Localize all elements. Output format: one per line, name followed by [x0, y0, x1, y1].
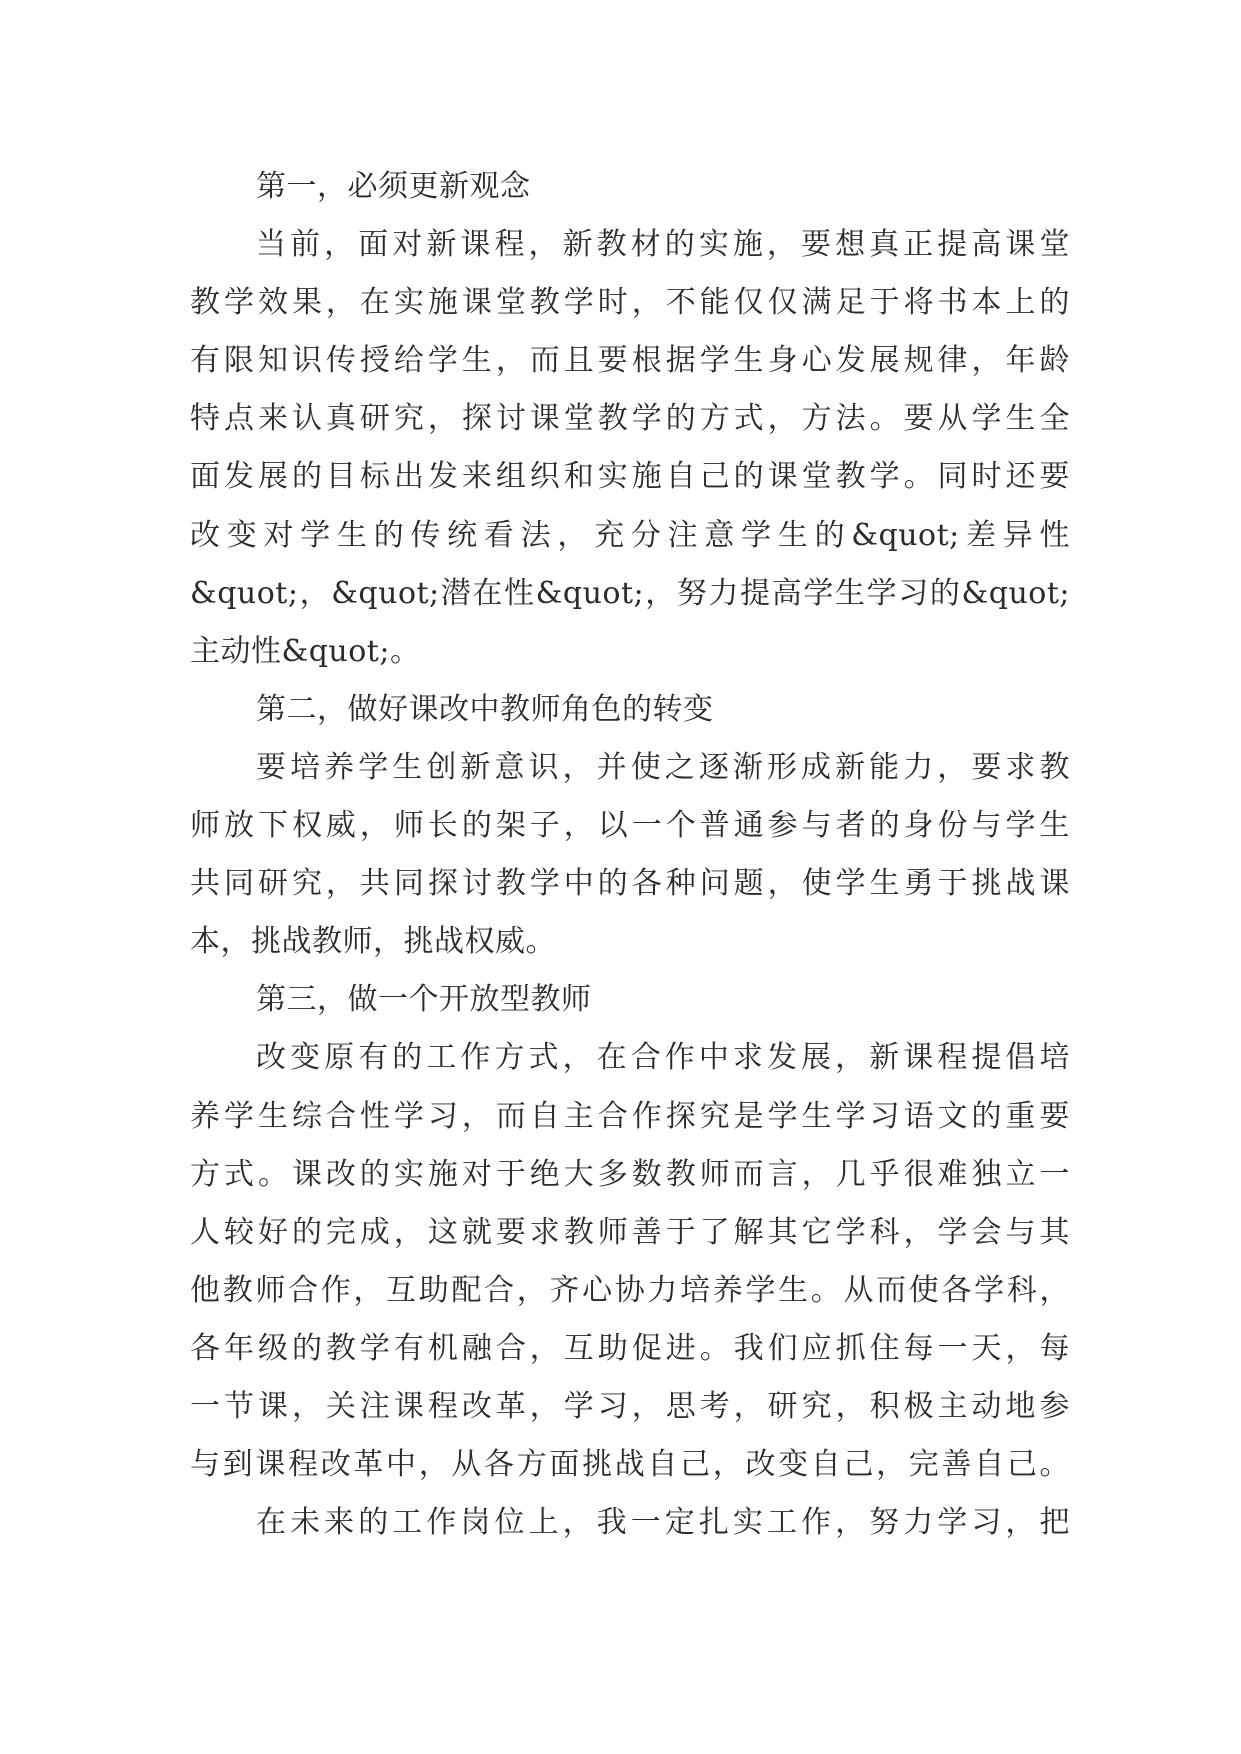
text-line: 有限知识传授给学生，而且要根据学生身心发展规律，年龄: [190, 343, 1070, 379]
text-line: 一节课，关注课程改革，学习，思考，研究，积极主动地参: [190, 1388, 1070, 1424]
document-body: [190, 158, 1070, 1552]
text-line: 方式。课改的实施对于绝大多数教师而言，几乎很难独立一: [190, 1156, 1070, 1192]
text-line: 改变原有的工作方式，在合作中求发展，新课程提倡培: [256, 1040, 1070, 1076]
text-line: 当前，面对新课程，新教材的实施，要想真正提高课堂: [256, 227, 1070, 263]
text-line: 改变对学生的传统看法，充分注意学生的&quot;差异性: [190, 517, 1070, 553]
text-line: 特点来认真研究，探讨课堂教学的方式，方法。要从学生全: [190, 401, 1070, 437]
text-line: 第三，做一个开放型教师: [256, 982, 592, 1018]
text-line: 主动性&quot;。: [190, 633, 421, 669]
text-line: 教学效果，在实施课堂教学时，不能仅仅满足于将书本上的: [190, 285, 1070, 321]
text-line: &quot;，&quot;潜在性&quot;，努力提高学生学习的&quot;: [190, 575, 1070, 611]
text-line: 人较好的完成，这就要求教师善于了解其它学科，学会与其: [190, 1214, 1070, 1250]
text-line: 在未来的工作岗位上，我一定扎实工作，努力学习，把: [256, 1505, 1070, 1541]
text-line: 师放下权威，师长的架子，以一个普通参与者的身份与学生: [190, 808, 1070, 844]
text-line: 第二，做好课改中教师角色的转变: [256, 691, 714, 727]
text-line: 本，挑战教师，挑战权威。: [190, 924, 556, 960]
text-line: 他教师合作，互助配合，齐心协力培养学生。从而使各学科，: [190, 1272, 1070, 1308]
text-line: 要培养学生创新意识，并使之逐渐形成新能力，要求教: [256, 749, 1070, 785]
text-line: 共同研究，共同探讨教学中的各种问题，使学生勇于挑战课: [190, 866, 1070, 902]
text-line: 第一，必须更新观念: [256, 169, 531, 204]
text-line: 养学生综合性学习，而自主合作探究是学生学习语文的重要: [190, 1098, 1070, 1134]
text-line: 面发展的目标出发来组织和实施自己的课堂教学。同时还要: [190, 459, 1070, 495]
text-line: 各年级的教学有机融合，互助促进。我们应抓住每一天，每: [190, 1330, 1070, 1366]
text-line: 与到课程改革中，从各方面挑战自己，改变自己，完善自己。: [190, 1447, 1070, 1483]
